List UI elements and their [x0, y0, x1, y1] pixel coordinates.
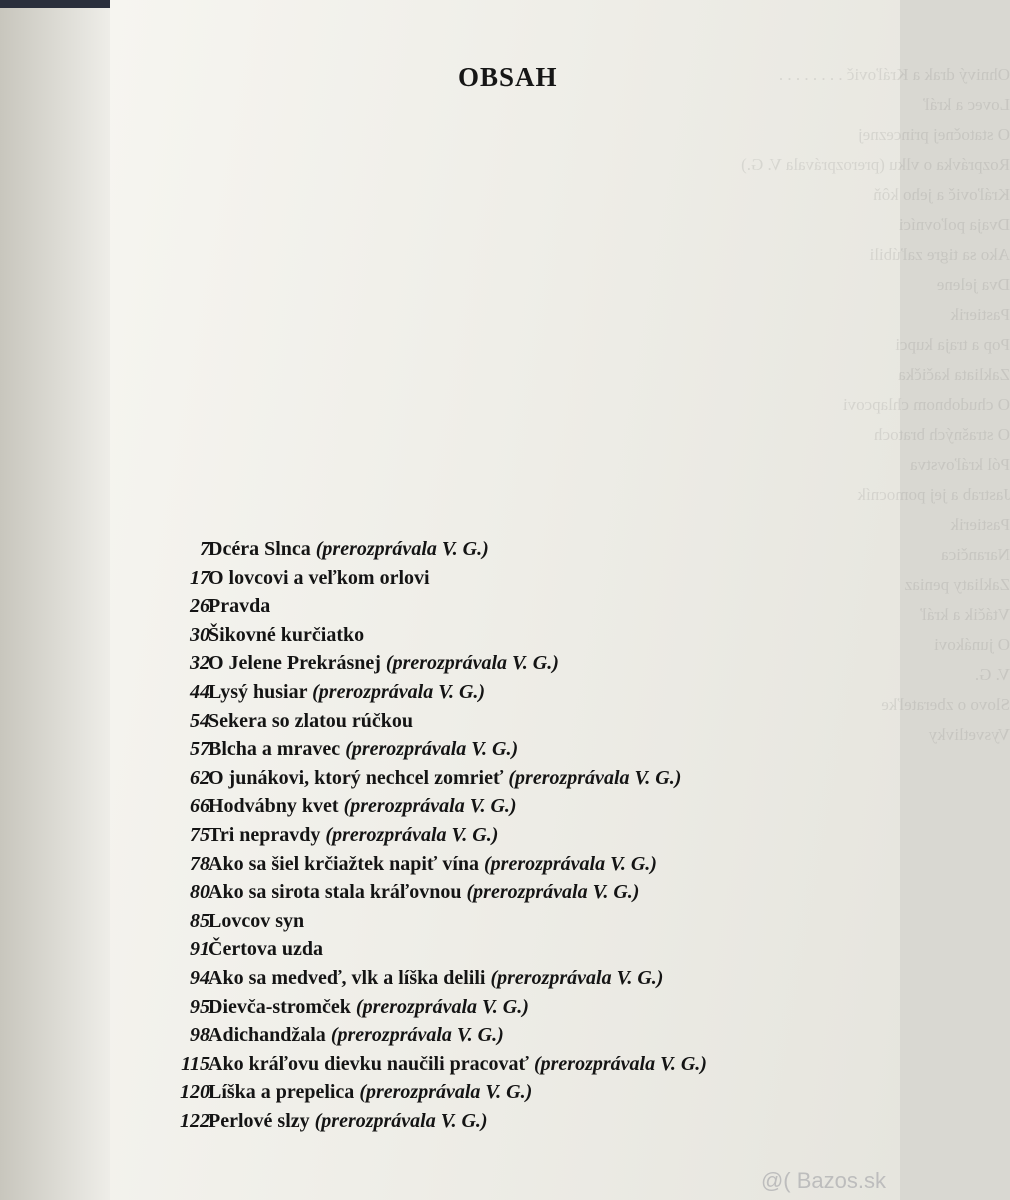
- toc-note: (prerozprávala V. G.): [330, 1024, 504, 1047]
- toc-entry-text: [208, 1021, 504, 1049]
- toc-entry: [110, 735, 870, 764]
- toc-page-number: 75: [190, 823, 210, 846]
- toc-title: Ako sa šiel krčiažtek napiť vína: [208, 852, 479, 875]
- toc-entry: [110, 1021, 870, 1050]
- toc-entry-text: [208, 1078, 532, 1106]
- toc-entry: [110, 878, 870, 907]
- toc-entry: [110, 1107, 870, 1136]
- toc-entry-text: [208, 764, 681, 792]
- toc-title: Lovcov syn: [208, 909, 305, 932]
- toc-entry-text: [208, 1050, 707, 1078]
- toc-note: (prerozprávala V. G.): [484, 852, 657, 875]
- toc-entry-text: [208, 564, 430, 592]
- toc-entry: [110, 535, 870, 564]
- toc-entry-text: [208, 850, 657, 878]
- toc-entry-text: [208, 535, 489, 563]
- toc-title: Ako kráľovu dievku naučili pracovať: [208, 1052, 529, 1075]
- toc-note: (prerozprávala V. G.): [385, 652, 559, 675]
- toc-entry: [110, 621, 870, 650]
- toc-entry-text: [208, 621, 364, 649]
- toc-note: (prerozprávala V. G.): [490, 966, 664, 989]
- toc-title: Sekera so zlatou rúčkou: [208, 709, 413, 732]
- toc-entry: [110, 792, 870, 821]
- toc-page-number: 54: [190, 709, 210, 732]
- toc-title: Čertova uzda: [208, 938, 323, 961]
- toc-entry-text: [208, 878, 639, 906]
- toc-entry-text: [208, 592, 270, 620]
- toc-page-number: 80: [190, 881, 210, 904]
- toc-entry: [110, 935, 870, 964]
- toc-entry-text: [208, 821, 498, 849]
- toc-page-number: 122: [180, 1109, 210, 1132]
- toc-page-number: 78: [190, 852, 210, 875]
- toc-title: O lovcovi a veľkom orlovi: [208, 566, 430, 589]
- toc-entry: [110, 1078, 870, 1107]
- toc-title: Tri nepravdy: [208, 823, 321, 846]
- toc-entry: [110, 764, 870, 793]
- toc-title: Blcha a mravec: [208, 738, 341, 761]
- toc-note: (prerozprávala V. G.): [315, 538, 489, 560]
- toc-entry: [110, 1050, 870, 1079]
- toc-page-number: 17: [190, 566, 210, 589]
- toc-entry-text: [208, 964, 663, 992]
- toc-entry-text: [208, 678, 485, 706]
- toc-entry: [110, 592, 870, 621]
- toc-note: (prerozprávala V. G.): [466, 881, 640, 904]
- book-cover-edge: [0, 0, 110, 8]
- toc-entry-text: [208, 935, 323, 963]
- toc-title: Pravda: [208, 595, 271, 618]
- toc-entry-text: [208, 907, 304, 935]
- bleed-through-text: Ohnivý drak a Kráľovič . . . . . . . . Lovec a kráľ O statočnej princeznej Rozprávka o vlku (prerozprávala V. G.) Kráľovič a jeho kôň Dvaja poľovníci Ako sa tigre zaľúbili Dva jelene Pastierik Pop a traja kupci Zakliata kačička O chudobnom chlapcovi O strašných bratoch Pól kráľovstva Jastrab a jej pomocník Pastierik Narančica Zakliaty peniaz Vtáčik a kráľ O junákovi V. G. Slovo o zberateľke Vysvetlivky: [741, 65, 1010, 744]
- toc-entry-text: [208, 735, 518, 763]
- toc-entry-text: [208, 792, 517, 820]
- toc-note: (prerozprávala V. G.): [314, 1109, 488, 1132]
- page-title: OBSAH: [458, 62, 558, 92]
- toc-page-number: 32: [190, 652, 210, 675]
- toc-entry: [110, 850, 870, 879]
- toc-entry: [110, 564, 870, 593]
- table-of-contents: [110, 535, 870, 1135]
- toc-page-number: 95: [190, 995, 210, 1018]
- toc-page-number: 66: [190, 795, 210, 818]
- toc-entry: [110, 649, 870, 678]
- toc-page-number: 44: [190, 680, 210, 703]
- toc-title: Ako sa sirota stala kráľovnou: [208, 881, 462, 904]
- toc-title: Líška a prepelica: [208, 1081, 355, 1104]
- toc-page-number: 7: [200, 538, 210, 560]
- toc-entry: [110, 821, 870, 850]
- toc-entry: [110, 907, 870, 936]
- toc-entry: [110, 993, 870, 1022]
- toc-entry: [110, 707, 870, 736]
- toc-entry-text: [208, 649, 559, 677]
- toc-page-number: 98: [190, 1024, 210, 1047]
- watermark: @( Bazos.sk: [760, 1168, 886, 1193]
- toc-title: O junákovi, ktorý nechcel zomrieť: [208, 766, 504, 789]
- toc-note: (prerozprávala V. G.): [343, 795, 517, 818]
- toc-title: Šikovné kurčiatko: [208, 623, 365, 646]
- toc-entry-text: [208, 993, 529, 1021]
- toc-note: (prerozprávala V. G.): [355, 995, 529, 1018]
- toc-page-number: 91: [190, 938, 210, 961]
- toc-note: (prerozprávala V. G.): [312, 680, 486, 703]
- toc-title: Perlové slzy: [208, 1109, 310, 1132]
- toc-page-number: 30: [190, 623, 210, 646]
- toc-title: Ako sa medveď, vlk a líška delili: [208, 966, 486, 989]
- toc-page-number: 26: [190, 595, 210, 618]
- toc-title: Dcéra Slnca: [208, 538, 311, 560]
- toc-note: (prerozprávala V. G.): [508, 766, 682, 789]
- toc-page-number: 115: [181, 1052, 210, 1075]
- toc-note: (prerozprávala V. G.): [325, 823, 499, 846]
- toc-page-number: 94: [190, 966, 210, 989]
- toc-page-number: 85: [190, 909, 210, 932]
- toc-note: (prerozprávala V. G.): [533, 1052, 707, 1075]
- toc-title: Hodvábny kvet: [208, 795, 339, 818]
- toc-title: Adichandžala: [208, 1024, 326, 1047]
- toc-page-number: 120: [180, 1081, 210, 1104]
- toc-entry: [110, 678, 870, 707]
- toc-note: (prerozprávala V. G.): [359, 1081, 533, 1104]
- toc-entry-text: [208, 707, 413, 735]
- toc-entry: [110, 964, 870, 993]
- toc-note: (prerozprávala V. G.): [345, 738, 519, 761]
- toc-page-number: 62: [190, 766, 210, 789]
- toc-entry-text: [208, 1107, 488, 1135]
- toc-title: O Jelene Prekrásnej: [208, 652, 381, 675]
- book-left-edge: [0, 0, 112, 1200]
- toc-page-number: 57: [190, 738, 210, 761]
- toc-title: Lysý husiar: [208, 680, 308, 703]
- toc-title: Dievča-stromček: [208, 995, 351, 1018]
